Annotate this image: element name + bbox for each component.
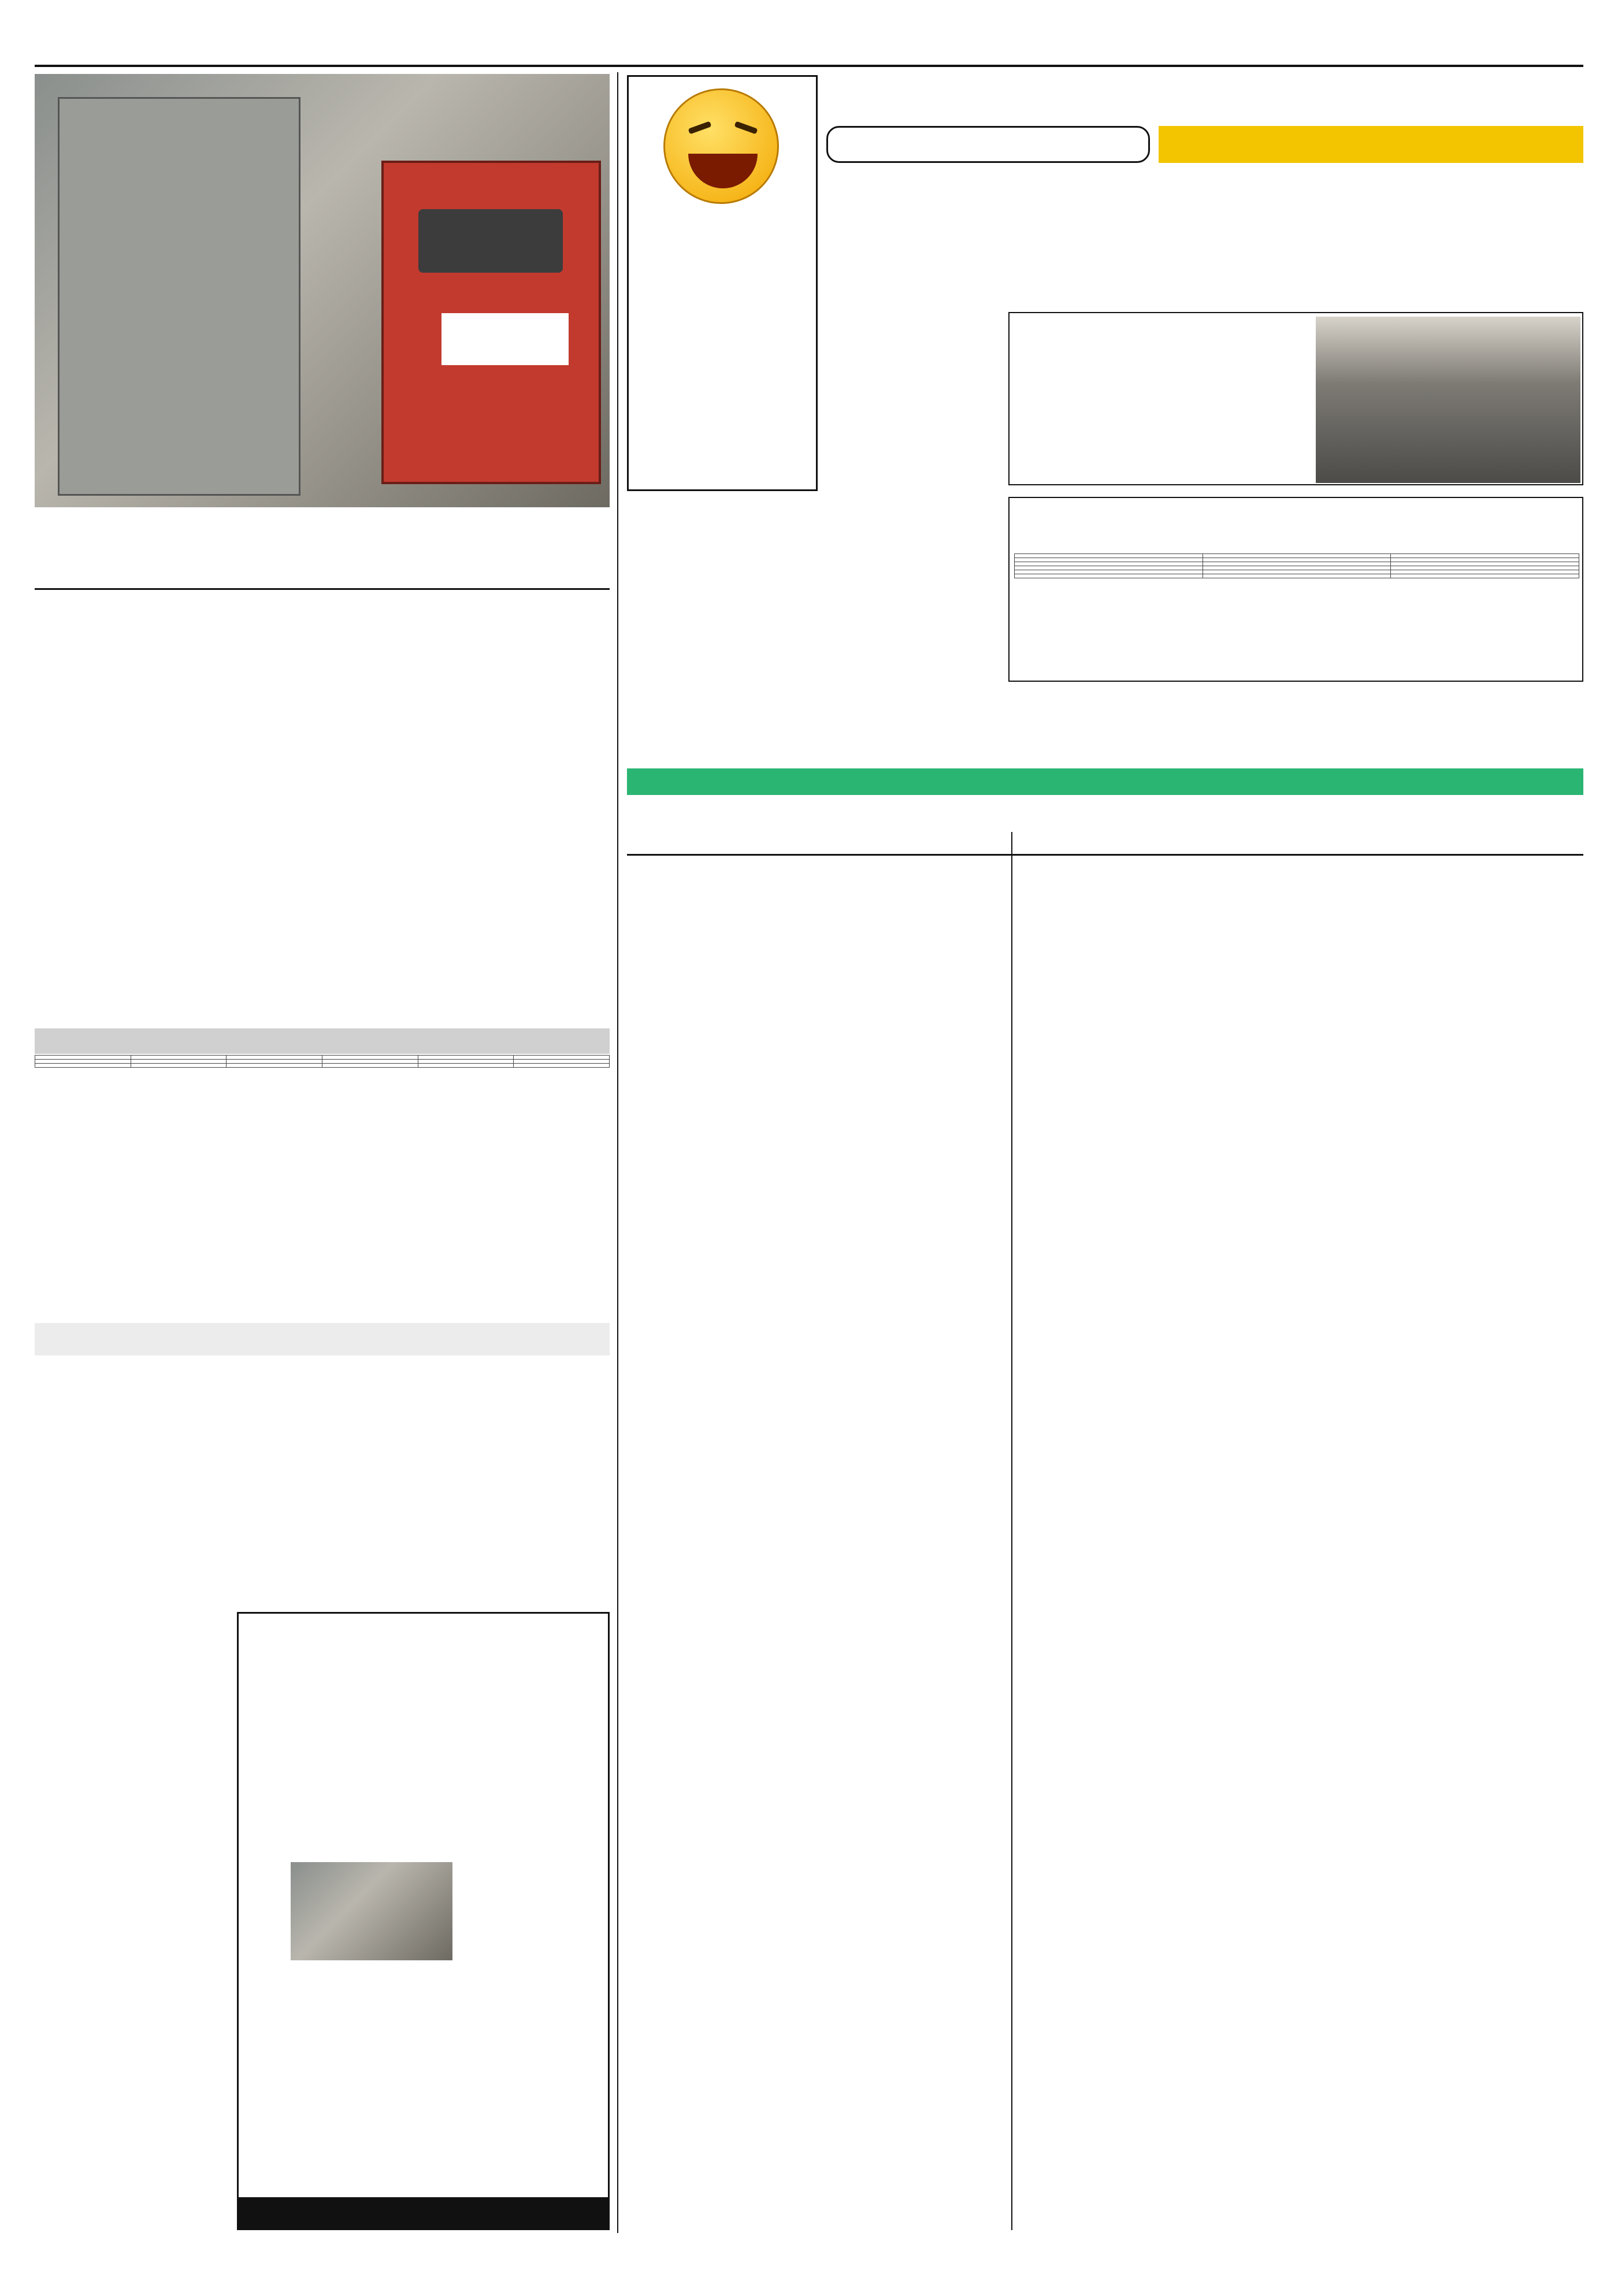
table-header bbox=[514, 1056, 610, 1060]
kicker-education bbox=[35, 1323, 610, 1355]
gojali-box-headline bbox=[247, 1645, 602, 1760]
table-row bbox=[35, 1064, 610, 1068]
table-cell bbox=[514, 1060, 610, 1064]
budget-body-3 bbox=[35, 1118, 610, 1314]
table-cell bbox=[1015, 558, 1203, 562]
table-row bbox=[1015, 558, 1579, 562]
table-header-row bbox=[1015, 554, 1579, 558]
column-rule-2 bbox=[1011, 832, 1012, 2230]
subhead-education bbox=[35, 1531, 610, 1606]
table-row bbox=[1015, 562, 1579, 566]
table-cell bbox=[1391, 558, 1579, 562]
table-row bbox=[1015, 574, 1579, 578]
headline-education-2 bbox=[35, 1416, 610, 1467]
table-cell bbox=[322, 1064, 418, 1068]
headline-budget-2 bbox=[35, 676, 610, 728]
headline-vision-1 bbox=[627, 742, 1583, 743]
photo-caption bbox=[35, 511, 610, 584]
table-cell bbox=[1391, 566, 1579, 570]
table-cell bbox=[131, 1064, 227, 1068]
table-cell bbox=[35, 1064, 131, 1068]
road-inset-body bbox=[1014, 377, 1309, 484]
tag-sauno-saath bbox=[826, 126, 1150, 163]
table-header bbox=[418, 1056, 514, 1060]
table-cell bbox=[1203, 570, 1391, 574]
road-inset-title bbox=[1014, 317, 1309, 374]
table-header bbox=[322, 1056, 418, 1060]
table-cell bbox=[227, 1060, 322, 1064]
headline-road-cost-1 bbox=[826, 173, 1583, 237]
gojali-box bbox=[237, 1612, 610, 2230]
school-photo bbox=[291, 1862, 452, 1960]
table-header bbox=[35, 1056, 131, 1060]
road-cost-body-2 bbox=[627, 497, 1000, 763]
table-cell bbox=[1015, 562, 1203, 566]
table-row bbox=[1015, 570, 1579, 574]
table-cell bbox=[1203, 566, 1391, 570]
column-rule-1 bbox=[617, 72, 618, 2233]
table-cell bbox=[322, 1060, 418, 1064]
education-body bbox=[35, 1473, 610, 1528]
table-cell bbox=[418, 1064, 514, 1068]
road-photo bbox=[1316, 317, 1580, 483]
masthead-rule bbox=[35, 65, 1583, 67]
emergency-box bbox=[381, 161, 601, 484]
table-cell bbox=[1015, 570, 1203, 574]
road-cost-body-3 bbox=[627, 800, 1583, 852]
table-header-row bbox=[35, 1056, 610, 1060]
table-title bbox=[35, 1028, 610, 1054]
table-cell bbox=[418, 1060, 514, 1064]
gojali-box-body bbox=[247, 1972, 602, 2186]
table-header bbox=[1391, 554, 1579, 558]
table-cell bbox=[514, 1064, 610, 1068]
table-cell bbox=[1391, 574, 1579, 578]
road-cost-table-box bbox=[1008, 497, 1583, 682]
help-box-photo bbox=[35, 74, 610, 507]
table-cell bbox=[1015, 566, 1203, 570]
table-cell bbox=[1391, 570, 1579, 574]
headline-budget-1 bbox=[35, 624, 610, 676]
table-cell bbox=[1203, 558, 1391, 562]
headline-education-1 bbox=[35, 1361, 610, 1413]
road-inset-box bbox=[1008, 312, 1583, 485]
table-cell bbox=[1203, 574, 1391, 578]
table-row bbox=[1015, 566, 1579, 570]
headline-road-cost-2 bbox=[826, 243, 1583, 306]
budget-body-2 bbox=[35, 933, 610, 1026]
road-cost-table-title bbox=[1010, 500, 1582, 552]
table-header bbox=[1015, 554, 1203, 558]
iconic-roads-box bbox=[627, 75, 818, 491]
table-row bbox=[35, 1060, 610, 1064]
gojali-box-footer bbox=[239, 2197, 608, 2228]
table-cell bbox=[1015, 574, 1203, 578]
education-body-2 bbox=[35, 1612, 228, 2224]
table-header bbox=[1203, 554, 1391, 558]
table-cell bbox=[131, 1060, 227, 1064]
tag-ringna bbox=[1159, 126, 1583, 163]
rule bbox=[627, 854, 1583, 856]
table-cell bbox=[1391, 562, 1579, 566]
bus-stop-marking bbox=[1467, 396, 1569, 410]
budget-table bbox=[35, 1055, 610, 1068]
subhead-budget bbox=[35, 855, 610, 930]
table-cell bbox=[35, 1060, 131, 1064]
budget-body bbox=[35, 737, 610, 852]
table-header bbox=[227, 1056, 322, 1060]
table-cell bbox=[227, 1064, 322, 1068]
table-cell bbox=[1203, 562, 1391, 566]
rule bbox=[35, 588, 610, 590]
masthead bbox=[35, 23, 1583, 64]
kicker-budget bbox=[35, 594, 610, 623]
laughing-emoji-icon bbox=[663, 88, 779, 204]
road-cost-table bbox=[1014, 553, 1579, 578]
table-header bbox=[131, 1056, 227, 1060]
road-strip bbox=[627, 768, 1583, 795]
